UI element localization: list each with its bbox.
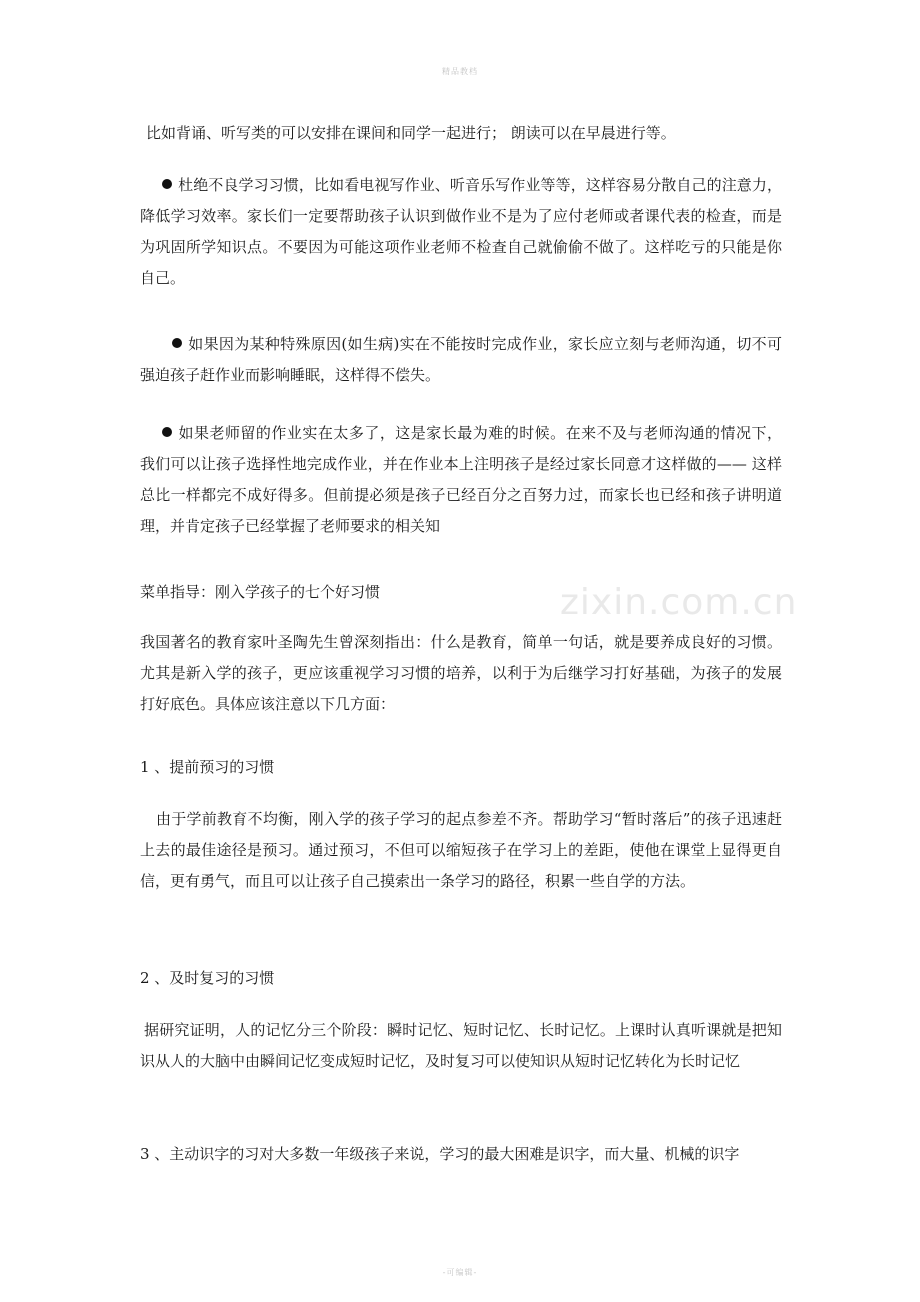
paragraph-text: 如果因为某种特殊原因(如生病)实在不能按时完成作业，家长应立刻与老师沟通，切不可强迫孩子赶作业而影响睡眠，这样得不偿失。 [140,335,782,384]
paragraph-habit-3 [140,1139,782,1170]
paragraph-text: 比如背诵、听写类的可以安排在课间和同学一起进行； 朗读可以在早晨进行等。 [146,124,676,142]
paragraph-bad-habits [140,170,782,294]
section-title: 菜单指导：刚入学孩子的七个好习惯 [140,583,381,601]
paragraph-text: 3 、主动识字的习对大多数一年级孩子来说，学习的最大困难是识字，而大量、机械的识字 [140,1145,740,1163]
paragraph-text: 杜绝不良学习习惯，比如看电视写作业、听音乐写作业等等，这样容易分散自己的注意力，降低学习效率。家长们一定要帮助孩子认识到做作业不是为了应付老师或者课代表的检查，而是为巩固所学知识点。不要因为可能这项作业老师不检查自己就偷偷不做了。这样吃亏的只能是你自己。 [140,176,782,287]
paragraph-habit-1 [140,804,782,897]
paragraph-text: 我国著名的教育家叶圣陶先生曾深刻指出：什么是教育，简单一句话，就是要养成良好的习惯。尤其是新入学的孩子，更应该重视学习习惯的培养，以利于为后继学习打好基础，为孩子的发展打好底色。具体应该注意以下几方面： [140,633,782,713]
paragraph-text: 据研究证明，人的记忆分三个阶段：瞬时记忆、短时记忆、长时记忆。上课时认真听课就是把知识从人的大脑中由瞬间记忆变成短时记忆，及时复习可以使知识从短时记忆转化为长时记忆 [140,1021,782,1070]
paragraph-habit-2 [140,1015,782,1077]
habit-heading-2: 2 、及时复习的习惯 [140,969,275,987]
paragraph-special-reason [140,329,782,391]
bullet-icon [172,338,182,348]
paragraph-intro [140,627,782,720]
footer-mark: -可编辑- [442,1268,478,1277]
habit-heading-1: 1 、提前预习的习惯 [140,758,275,776]
bullet-icon [162,427,172,437]
paragraph-text: 由于学前教育不均衡，刚入学的孩子学习的起点参差不齐。帮助学习“暂时落后”的孩子迅速赶上去的最佳途径是预习。通过预习，不但可以缩短孩子在学习上的差距，使他在课堂上显得更自信，更有勇气，而且可以让孩子自己摸索出一条学习的路径，积累一些自学的方法。 [140,810,782,890]
watermark: zixin.com.cn [560,582,798,623]
header-mark: 精品教档 [442,67,478,76]
paragraph-text: 如果老师留的作业实在太多了，这是家长最为难的时候。在来不及与老师沟通的情况下， 我们可以让孩子选择性地完成作业，并在作业本上注明孩子是经过家长同意才这样做的—— 这样总比一样都完不成好得多。但前提必须是孩子已经百分之百努力过，而家长也已经和孩子讲明道理，并肯定孩子已经掌握了老师要求的相关知 [140,424,782,535]
bullet-icon [162,179,172,189]
paragraph-too-much-homework [140,418,782,542]
paragraph-recitation [140,118,788,149]
